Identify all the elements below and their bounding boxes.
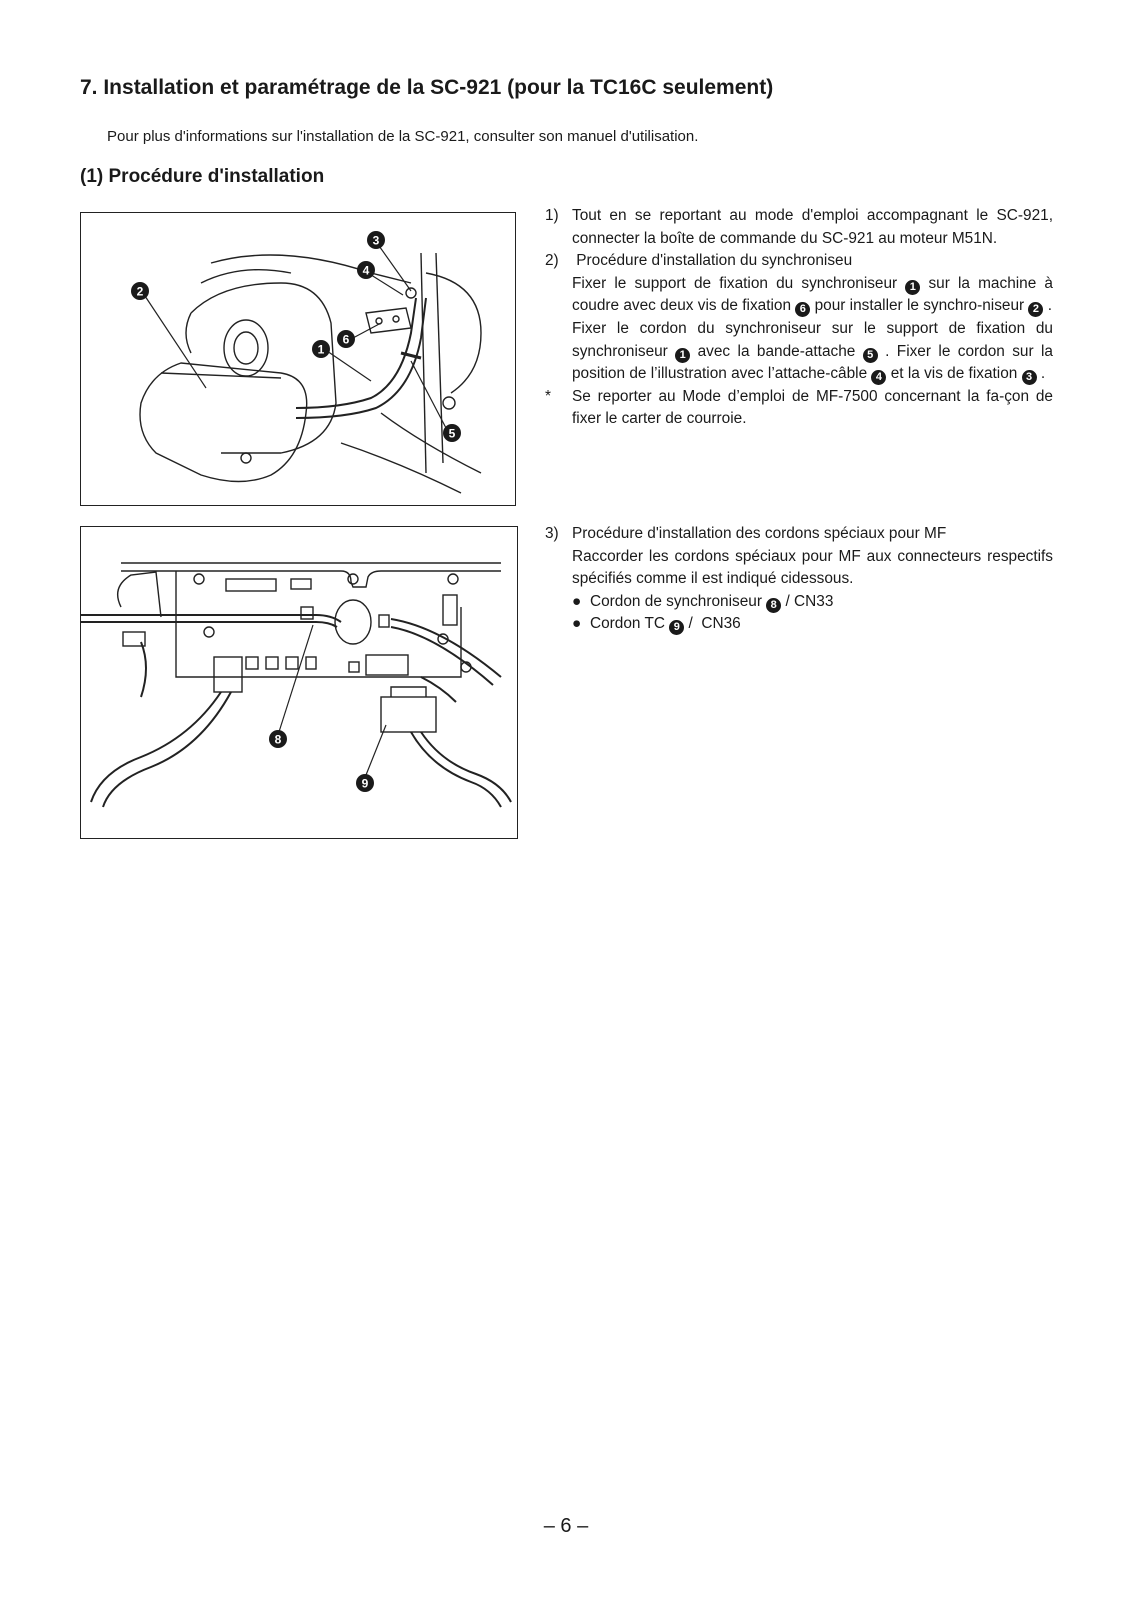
callout-2-inline: 2 (1028, 302, 1043, 317)
connector-board-illustration (81, 527, 517, 838)
step-2-text: sur la machine à coudre avec deux vis de fixation (572, 274, 1053, 315)
step-2-text: pour installer le synchro-niseur (810, 297, 1029, 315)
step-3-number: 3) (545, 525, 559, 542)
step-2-text: Fixer le cordon du synchroniseur sur le support de fixation du synchroniseur (572, 319, 1053, 360)
callout-4 (357, 261, 375, 279)
callout-1-inline: 1 (905, 280, 920, 295)
synchronizer-illustration (81, 213, 515, 505)
step-2-text: Fixer le support de fixation du synchroniseur (572, 274, 906, 292)
callout-1-inline: 1 (675, 348, 690, 363)
step-2-text: et la vis de fixation (886, 365, 1022, 383)
steps-group-2 (545, 523, 1053, 636)
figure-synchronizer-installation (80, 212, 516, 506)
svg-text:2: 2 (136, 284, 144, 299)
note-text: Se reporter au Mode d’emploi de MF-7500 concernant la fa-çon de fixer le carter de courroie. (572, 387, 1053, 428)
intro-text: Pour plus d'informations sur l'installation de la SC-921, consulter son manuel d'utilisation. (107, 128, 699, 145)
callout-4-inline: 4 (871, 370, 886, 385)
step-2-text: avec la bande-attache (690, 342, 863, 360)
svg-text:9: 9 (361, 776, 369, 791)
step-3-text: Raccorder les cordons spéciaux pour MF aux connecteurs respectifs spécifiés comme il est indiqué cidessous. (572, 547, 1053, 588)
callout-6 (337, 330, 355, 348)
step-2-number: 2) (545, 252, 559, 270)
bullet-text: Cordon TC (590, 615, 670, 633)
callout-1 (312, 340, 330, 358)
svg-text:1: 1 (317, 342, 325, 357)
bullet-text: / CN36 (684, 615, 741, 633)
bullet-cord-synchronizer (545, 591, 1053, 614)
callout-5-inline: 5 (863, 348, 878, 363)
svg-text:4: 4 (362, 263, 370, 278)
callout-5 (443, 424, 461, 442)
page-number: – 6 – (543, 1515, 589, 1537)
steps-group-1 (545, 205, 1053, 431)
callout-8 (269, 730, 287, 748)
svg-text:8: 8 (274, 732, 282, 747)
step-3 (545, 523, 1053, 591)
callout-8-inline: 8 (766, 598, 781, 613)
step-2-text: . (1036, 365, 1046, 383)
section-heading: (1) Procédure d'installation (80, 166, 325, 187)
page-title: 7. Installation et paramétrage de la SC-921 (pour la TC16C seulement) (80, 76, 774, 99)
svg-text:5: 5 (448, 426, 456, 441)
note (545, 386, 1053, 431)
callout-6-inline: 6 (795, 302, 810, 317)
bullet-dot: ● (572, 592, 582, 610)
note-mark: * (545, 387, 551, 405)
step-3-heading: Procédure d'installation des cordons spéciaux pour MF (572, 525, 947, 542)
step-1-text: Tout en se reportant au mode d'emploi accompagnant le SC-921, connecter la boîte de commande du SC-921 au moteur M51N. (572, 207, 1053, 247)
bullet-text: / CN33 (781, 592, 834, 610)
step-2-heading: Procédure d'installation du synchroniseu (572, 252, 853, 270)
svg-text:3: 3 (372, 233, 380, 248)
callout-3 (367, 231, 385, 249)
bullet-text: Cordon de synchroniseur (590, 592, 767, 610)
bullet-dot: ● (572, 615, 582, 633)
step-1 (545, 205, 1053, 250)
figure-special-cords-connection (80, 526, 518, 839)
callout-2 (131, 282, 149, 300)
callout-3-inline: 3 (1022, 370, 1037, 385)
step-1-number: 1) (545, 207, 559, 224)
step-2-text: . (1043, 297, 1052, 315)
bullet-cord-tc (545, 613, 1053, 636)
callout-9 (356, 774, 374, 792)
callout-9-inline: 9 (669, 620, 684, 635)
svg-text:6: 6 (342, 332, 350, 347)
step-2 (545, 250, 1053, 386)
step-2-text: . Fixer le cordon sur la position de l’illustration avec l’attache-câble (572, 342, 1053, 383)
